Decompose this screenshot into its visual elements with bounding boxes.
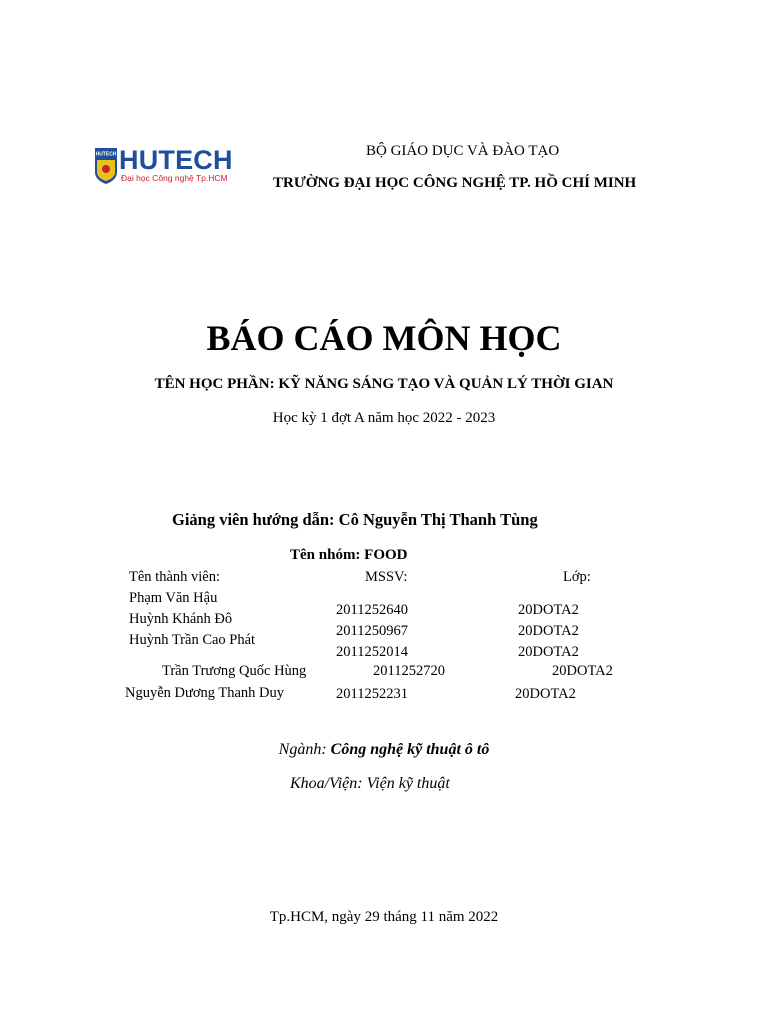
- group-name: Tên nhóm: FOOD: [290, 547, 408, 563]
- hutech-logo: [95, 145, 245, 190]
- member-name: Huỳnh Trần Cao Phát: [129, 632, 256, 648]
- member-class: 20DOTA2: [518, 623, 579, 639]
- member-class: 20DOTA2: [518, 602, 579, 618]
- course-name: TÊN HỌC PHẦN: KỸ NĂNG SÁNG TẠO VÀ QUẢN LÝ THỜI GIAN: [154, 376, 614, 392]
- header-name: Tên thành viên:: [129, 569, 221, 585]
- advisor-line: Giảng viên hướng dẫn: Cô Nguyễn Thị Thanh Tùng: [172, 510, 538, 529]
- member-name: Phạm Văn Hậu: [129, 590, 218, 606]
- logo-tagline: Đại học Công nghệ Tp.HCM: [121, 173, 228, 183]
- report-date: Tp.HCM, ngày 29 tháng 11 năm 2022: [269, 909, 499, 925]
- logo-brand: HUTECH: [119, 145, 233, 175]
- member-class: 20DOTA2: [515, 686, 576, 702]
- shield-text: HUTECH: [95, 151, 117, 158]
- university-name: TRƯỜNG ĐẠI HỌC CÔNG NGHỆ TP. HỒ CHÍ MINH: [273, 175, 637, 191]
- major-label: Ngành:: [278, 741, 327, 758]
- member-id: 2011252231: [336, 686, 408, 702]
- faculty-line: Khoa/Viện: Viện kỹ thuật: [290, 775, 450, 792]
- major-value: Công nghệ kỹ thuật ô tô: [330, 741, 490, 758]
- member-class: 20DOTA2: [552, 663, 613, 679]
- member-class: 20DOTA2: [518, 644, 579, 660]
- member-id: 2011250967: [336, 623, 408, 639]
- header-student-id: MSSV:: [365, 569, 408, 585]
- header-class: Lớp:: [563, 569, 591, 585]
- hutech-shield-icon: [95, 148, 117, 184]
- major-line: [0, 739, 768, 761]
- semester-info: Học kỳ 1 đợt A năm học 2022 - 2023: [272, 410, 496, 426]
- member-id: 2011252720: [373, 663, 445, 679]
- member-id: 2011252014: [336, 644, 408, 660]
- member-name: Nguyễn Dương Thanh Duy: [125, 685, 285, 701]
- member-name: Trần Trương Quốc Hùng: [162, 663, 307, 679]
- member-name: Huỳnh Khánh Đô: [129, 611, 233, 627]
- report-title: BÁO CÁO MÔN HỌC: [206, 318, 562, 358]
- ministry-name: BỘ GIÁO DỤC VÀ ĐÀO TẠO: [366, 143, 560, 159]
- member-id: 2011252640: [336, 602, 408, 618]
